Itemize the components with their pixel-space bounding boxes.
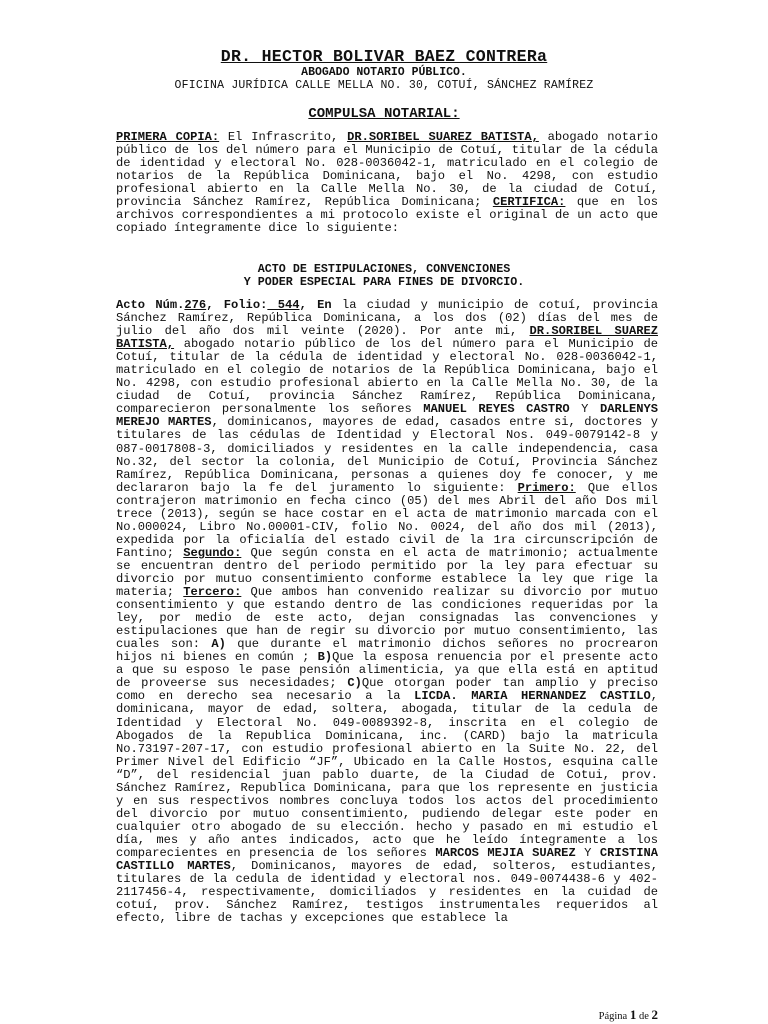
office-address: OFICINA JURÍDICA CALLE MELLA NO. 30, COTUÍ, SÁNCHEZ RAMÍREZ xyxy=(174,79,594,92)
first-copy-label: PRIMERA COPIA: xyxy=(116,130,220,144)
notary-name: DR.SORIBEL SUAREZ BATISTA, xyxy=(116,324,658,352)
attorney-name: LICDA. MARIA HERNANDEZ CASTILO xyxy=(414,689,651,704)
witness-name: CRISTINA CASTILLO MARTES xyxy=(116,845,658,874)
paragraph-text: Que otorgan poder tan amplio y preciso como en derecho sea necesario a la xyxy=(116,676,658,704)
appearer-name: MANUEL REYES CASTRO xyxy=(423,402,570,417)
act-title-line-2: Y PODER ESPECIAL PARA FINES DE DIVORCIO. xyxy=(243,275,525,289)
act-title-line-1: ACTO DE ESTIPULACIONES, CONVENCIONES xyxy=(257,262,511,276)
clause-second-label: Segundo: xyxy=(183,545,242,560)
current-page: 1 xyxy=(629,1007,637,1022)
folio-number: 544 xyxy=(267,298,300,312)
notary-name-header: DR. HECTOR BOLIVAR BAEZ CONTRERa xyxy=(220,47,548,66)
clause-third-label: Tercero: xyxy=(183,585,242,600)
clause-first-label: Primero: xyxy=(517,480,576,495)
notary-name: DR.SORIBEL SUAREZ BATISTA, xyxy=(347,130,539,144)
item-b-label: B) xyxy=(317,650,333,665)
paragraph-text: , dominicanos, mayores de edad, casados entre si, doctores y titulares de las cédulas de Identidad y Electoral Nos. 049-0079142-8 y 087-0017808-3, domiciliados y residentes en la calle independencia, casa No.32, del sector la colonia, del Municipio de Cotuí, Provincia Sánchez Ramírez, República Dominicana, personas a quienes doy fe conocer, y me declararon bajo la fe del juramento lo siguiente: xyxy=(116,415,658,495)
paragraph-text: Que ellos contrajeron matrimonio en fecha cinco (05) del mes Abril del año Dos mil trece (2013), según se hace costar en el acta de matrimonio marcada con el No.000024, Libro No.00001-CIV, folio No. 0024, del año dos mil (2013), expedida por la oficialía del estado civil de la 1ra circunscripción de Fantino; xyxy=(116,480,659,560)
item-c-label: C) xyxy=(347,676,362,691)
certifies-label: CERTIFICA: xyxy=(492,195,566,210)
page-word: Página xyxy=(598,1011,628,1022)
paragraph-text: que en los archivos correspondientes a mi protocolo existe el original de un acto que copiado íntegramente dice lo siguiente: xyxy=(116,195,658,236)
paragraph-text: abogado notario público de los del número para el Municipio de Cotuí, titular de la cédula de identidad y electoral No. 028-0036042-1, matriculado en el colegio de notarios de la República Dominicana, bajo el No. 4298, con estudio profesional abierto en la Calle Mella No. 30, de la ciudad de Cotuí, provincia Sánchez Ramírez, República Dominicana, comparecieron personalmente los señores xyxy=(116,337,658,417)
paragraph-text: Que la esposa renuencia por el presente acto a que su esposo le pase pensión alimenticia, ya que ella está en aptitud de proveerse sus necesidades; xyxy=(116,650,659,691)
act-body-paragraph xyxy=(116,299,658,925)
paragraph-text: abogado notario público de los del número para el Municipio de Cotuí, titular de la cédula de identidad y electoral No. 028-0036042-1, matriculado en el colegio de notarios de la República Dominicana, bajo el No. 4298, con estudio profesional abierto en la Calle Mella No. 30, de la ciudad de Cotuí, provincia Sánchez Ramírez, República Dominicana; xyxy=(116,130,659,210)
document-title: COMPULSA NOTARIAL: xyxy=(308,106,460,122)
paragraph-text: Que según consta en el acta de matrimonio; actualmente se encuentran dentro del periodo permitido por la ley para efectuar su divorcio por mutuo consentimiento conforme establece la ley que rige la materia; xyxy=(116,545,658,600)
total-pages: 2 xyxy=(651,1007,658,1022)
paragraph-text-bold: , En xyxy=(299,298,332,312)
of-word: de xyxy=(638,1011,649,1022)
paragraph-text: El Infrascrito, xyxy=(219,130,348,144)
appearer-name: DARLENYS MEREJO MARTES xyxy=(116,402,658,430)
act-number: 276 xyxy=(184,298,207,312)
act-number-label: Acto Núm. xyxy=(116,298,185,312)
paragraph-text: , Dominicanos, mayores de edad, solteros, estudiantes, titulares de la cedula de identidad y electoral nos. 049-0074438-6 y 402-2117456-4, respectivamente, domiciliados y residentes en la cuidad de cotuí, prov. Sánchez Ramírez, testigos instrumentales requeridos al efecto, libre de tachas y excepciones que establece la xyxy=(116,859,658,926)
paragraph-text: Y xyxy=(569,402,600,417)
paragraph-text: Que ambos han convenido realizar su divorcio por mutuo consentimiento y que estando dentro de las condiciones requeridas por la ley, por medio de este acto, dejan consignadas las convenciones y estipulaciones que han de regir su divorcio por mutuo consentimiento, las cuales son: xyxy=(116,585,658,652)
paragraph-text: que durante el matrimonio dichos señores no procrearon hijos ni bienes en común ; xyxy=(116,637,658,665)
folio-label: , Folio: xyxy=(206,298,268,312)
certification-paragraph xyxy=(116,131,658,235)
item-a-label: A) xyxy=(211,637,226,652)
paragraph-text: la ciudad y municipio de cotuí, provincia Sánchez Ramírez, República Dominicana, a los dos (02) días del mes de julio del año dos mil veinte (2020). Por ante mi, xyxy=(116,298,659,339)
witness-name: MARCOS MEJIA SUAREZ xyxy=(435,845,576,860)
paragraph-text: Y xyxy=(575,845,600,860)
notary-title: ABOGADO NOTARIO PÚBLICO. xyxy=(301,66,467,79)
paragraph-text: , dominicana, mayor de edad, soltera, abogada, titular de la cedula de Identidad y Electoral No. 049-0089392-8, inscrita en el colegio de Abogados de la Republica Dominicana, inc. (CARD) bajo la matricula No.73197-207-17, con estudio profesional abierto en la Suite No. 22, del Primer Nivel del Edificio “JF”, Ubicado en la Calle Hostos, esquina calle “D”, del residencial juan pablo duarte, de la Ciudad de Cotui, prov. Sánchez Ramírez, Republica Dominicana, para que los represente en justicia y en sus respectivos nombres concluya todos los actos del procedimiento del divorcio por mutuo consentimiento, pudiendo delegar este poder en cualquier otro abogado de su elección. hecho y pasado en mi estudio el día, mes y año antes indicados, acto que he leído íntegramente a los comparecientes en presencia de los señores xyxy=(116,689,658,860)
page-number xyxy=(599,1007,658,1023)
